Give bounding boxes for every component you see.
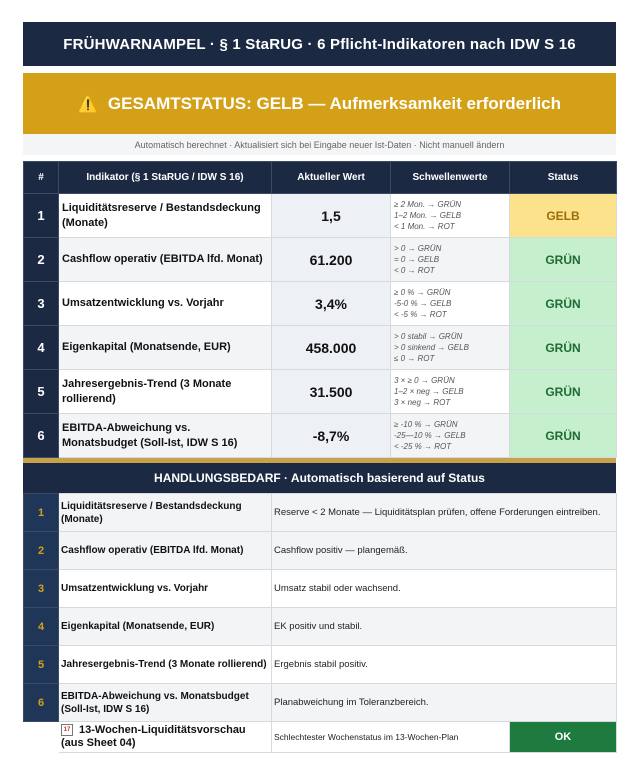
status-cell[interactable]: GRÜN [510, 370, 617, 414]
row-number[interactable]: 3 [24, 570, 59, 608]
auto-calc-note: Automatisch berechnet · Aktualisiert sich bei Eingabe neuer Ist-Daten · Nicht manuell ändern [23, 134, 616, 155]
action-indicator-name[interactable]: Cashflow operativ (EBITDA lfd. Monat) [59, 532, 272, 570]
col-header-thresholds[interactable]: Schwellenwerte [391, 162, 510, 194]
empty-cell [24, 722, 59, 753]
indicator-name[interactable]: Eigenkapital (Monatsende, EUR) [59, 326, 272, 370]
threshold-yellow: -5-0 % → GELB [394, 299, 452, 308]
threshold-red: < -5 % → ROT [394, 310, 447, 319]
col-header-indicator[interactable]: Indikator (§ 1 StaRUG / IDW S 16) [59, 162, 272, 194]
indicator-thresholds[interactable] [391, 282, 510, 326]
action-indicator-name[interactable]: EBITDA-Abweichung vs. Monatsbudget (Soll-Ist, IDW S 16) [59, 684, 272, 722]
indicator-name[interactable]: Cashflow operativ (EBITDA lfd. Monat) [59, 238, 272, 282]
threshold-red: ≤ 0 → ROT [394, 354, 435, 363]
threshold-red: < 1 Mon. → ROT [394, 222, 455, 231]
indicator-value[interactable]: -8,7% [272, 414, 391, 458]
indicator-table [23, 161, 617, 458]
overall-status-text: GESAMTSTATUS: GELB — Aufmerksamkeit erforderlich [107, 93, 562, 113]
handlungsbedarf-table [23, 493, 617, 753]
threshold-green: ≥ 2 Mon. → GRÜN [394, 200, 462, 209]
action-text[interactable]: EK positiv und stabil. [272, 608, 617, 646]
threshold-yellow: 1–2 × neg → GELB [394, 387, 464, 396]
indicator-row [24, 370, 617, 414]
row-number[interactable]: 4 [24, 326, 59, 370]
indicator-thresholds[interactable] [391, 414, 510, 458]
forecast-name-cell[interactable] [59, 722, 272, 753]
threshold-red: < 0 → ROT [394, 266, 435, 275]
status-cell[interactable]: GRÜN [510, 238, 617, 282]
row-number[interactable]: 6 [24, 414, 59, 458]
col-header-status[interactable]: Status [510, 162, 617, 194]
action-text[interactable]: Cashflow positiv — plangemäß. [272, 532, 617, 570]
row-number[interactable]: 5 [24, 646, 59, 684]
threshold-green: ≥ 0 % → GRÜN [394, 288, 451, 297]
threshold-green: 3 × ≥ 0 → GRÜN [394, 376, 455, 385]
forecast-status-ok[interactable]: OK [510, 722, 617, 753]
indicator-thresholds[interactable] [391, 326, 510, 370]
spacer [23, 66, 616, 73]
threshold-green: > 0 → GRÜN [394, 244, 442, 253]
forecast-description[interactable]: Schlechtester Wochenstatus im 13-Wochen-Plan [272, 722, 510, 753]
spreadsheet-dashboard [23, 22, 616, 753]
action-row [24, 570, 617, 608]
row-number[interactable]: 1 [24, 494, 59, 532]
status-cell[interactable]: GRÜN [510, 282, 617, 326]
row-number[interactable]: 3 [24, 282, 59, 326]
indicator-row [24, 326, 617, 370]
action-indicator-name[interactable]: Eigenkapital (Monatsende, EUR) [59, 608, 272, 646]
row-number[interactable]: 4 [24, 608, 59, 646]
action-row [24, 532, 617, 570]
indicator-name[interactable]: Umsatzentwicklung vs. Vorjahr [59, 282, 272, 326]
action-text[interactable]: Reserve < 2 Monate — Liquiditätsplan prüfen, offene Forderungen eintreiben. [272, 494, 617, 532]
action-indicator-name[interactable]: Liquiditätsreserve / Bestandsdeckung (Monate) [59, 494, 272, 532]
action-row [24, 684, 617, 722]
row-number[interactable]: 2 [24, 238, 59, 282]
threshold-yellow: -25—10 % → GELB [394, 431, 466, 440]
threshold-green: ≥ -10 % → GRÜN [394, 420, 458, 429]
action-row [24, 608, 617, 646]
indicator-header-row [24, 162, 617, 194]
action-row [24, 646, 617, 684]
action-text[interactable]: Umsatz stabil oder wachsend. [272, 570, 617, 608]
action-indicator-name[interactable]: Umsatzentwicklung vs. Vorjahr [59, 570, 272, 608]
row-number[interactable]: 5 [24, 370, 59, 414]
indicator-value[interactable]: 458.000 [272, 326, 391, 370]
action-text[interactable]: Planabweichung im Toleranzbereich. [272, 684, 617, 722]
indicator-value[interactable]: 31.500 [272, 370, 391, 414]
threshold-red: 3 × neg → ROT [394, 398, 451, 407]
col-header-current-value[interactable]: Aktueller Wert [272, 162, 391, 194]
forecast-name: 13-Wochen-Liquiditätsvorschau (aus Sheet 04) [61, 724, 246, 749]
col-header-number[interactable]: # [24, 162, 59, 194]
indicator-name[interactable]: Liquiditätsreserve / Bestandsdeckung (Monate) [59, 194, 272, 238]
handlungsbedarf-title: HANDLUNGSBEDARF · Automatisch basierend auf Status [23, 463, 616, 493]
action-indicator-name[interactable]: Jahresergebnis-Trend (3 Monate rollierend) [59, 646, 272, 684]
threshold-yellow: 1–2 Mon. → GELB [394, 211, 462, 220]
threshold-yellow: = 0 → GELB [394, 255, 440, 264]
forecast-row [24, 722, 617, 753]
dashboard-title: FRÜHWARNAMPEL · § 1 StaRUG · 6 Pflicht-Indikatoren nach IDW S 16 [23, 22, 616, 66]
indicator-thresholds[interactable] [391, 370, 510, 414]
overall-status-banner [23, 73, 616, 134]
row-number[interactable]: 2 [24, 532, 59, 570]
calendar-icon: 17 [61, 724, 73, 736]
threshold-red: < -25 % → ROT [394, 442, 452, 451]
indicator-value[interactable]: 1,5 [272, 194, 391, 238]
indicator-name[interactable]: Jahresergebnis-Trend (3 Monate rollierend) [59, 370, 272, 414]
action-text[interactable]: Ergebnis stabil positiv. [272, 646, 617, 684]
indicator-row [24, 414, 617, 458]
indicator-name[interactable]: EBITDA-Abweichung vs. Monatsbudget (Soll-Ist, IDW S 16) [59, 414, 272, 458]
indicator-value[interactable]: 61.200 [272, 238, 391, 282]
indicator-row [24, 238, 617, 282]
indicator-row [24, 282, 617, 326]
threshold-green: > 0 stabil → GRÜN [394, 332, 463, 341]
status-cell[interactable]: GRÜN [510, 326, 617, 370]
indicator-value[interactable]: 3,4% [272, 282, 391, 326]
status-cell[interactable]: GELB [510, 194, 617, 238]
action-row [24, 494, 617, 532]
warning-icon: ⚠️ [77, 95, 98, 113]
status-cell[interactable]: GRÜN [510, 414, 617, 458]
row-number[interactable]: 6 [24, 684, 59, 722]
row-number[interactable]: 1 [24, 194, 59, 238]
indicator-thresholds[interactable] [391, 194, 510, 238]
indicator-row [24, 194, 617, 238]
indicator-thresholds[interactable] [391, 238, 510, 282]
threshold-yellow: > 0 sinkend → GELB [394, 343, 469, 352]
